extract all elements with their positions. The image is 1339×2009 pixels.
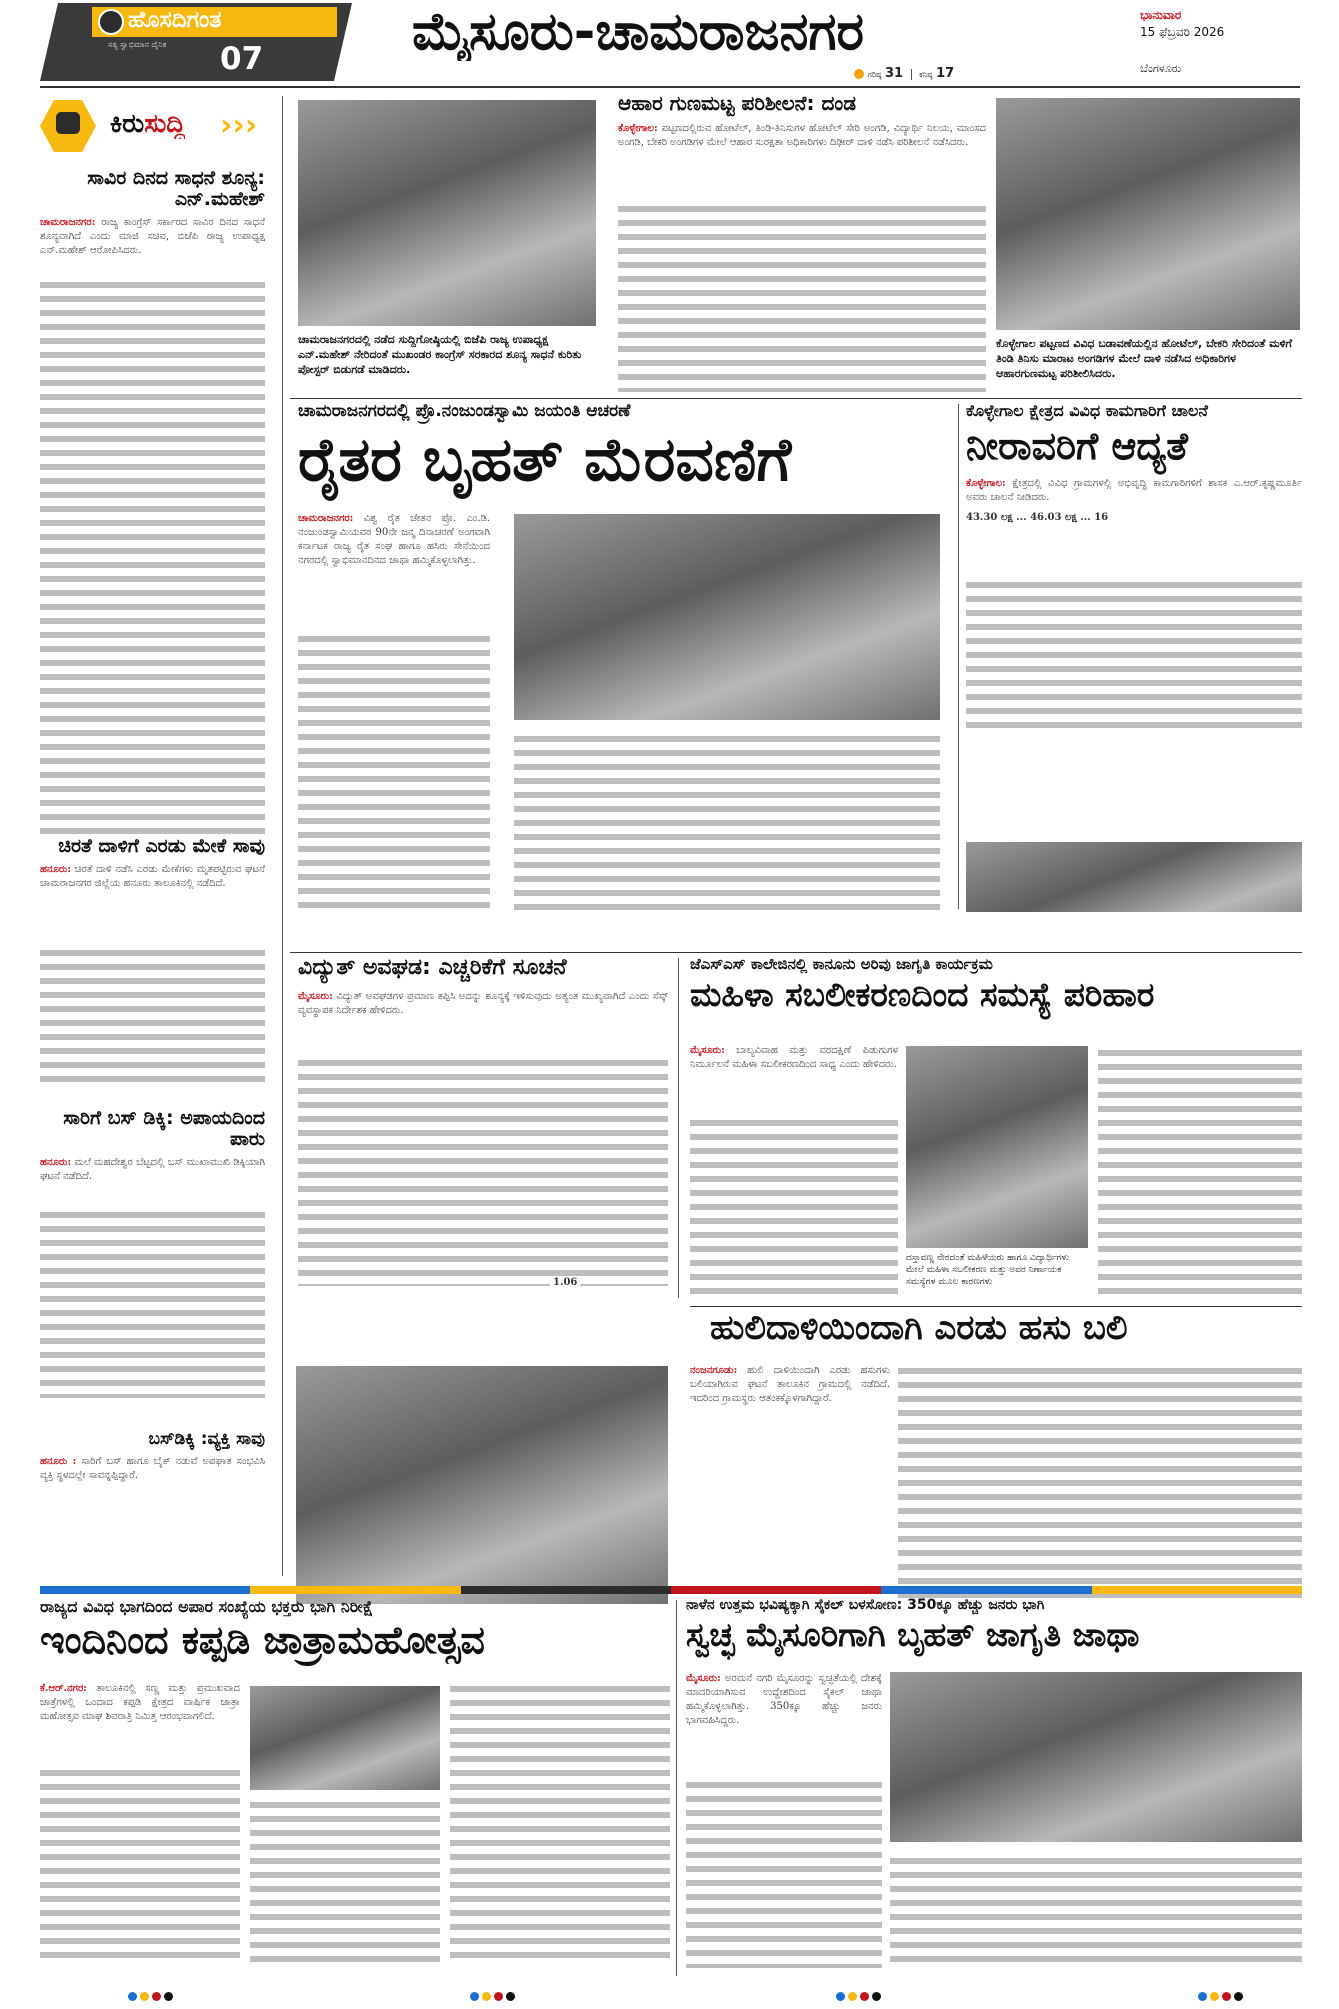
dateline: ಮೈಸೂರು: <box>686 1673 721 1684</box>
kicker: ಕೊಳ್ಳೇಗಾಲ ಕ್ಷೇತ್ರದ ವಿವಿಧ ಕಾಮಗಾರಿಗೆ ಚಾಲನೆ <box>966 402 1208 420</box>
lead: ಅರಮನೆ ನಗರಿ ಮೈಸೂರನ್ನು ಸ್ವಚ್ಛತೆಯಲ್ಲಿ ದೇಶಕ್ಕೆ ಮಾದರಿಯಾಗಿಸುವ ಉದ್ದೇಶದಿಂದ ಸೈಕಲ್ ಜಾಥಾ ಹಮ್ಮಿಕೊಳ್ಳಲಾಗಿತ್ತು. 350ಕ್ಕೂ ಹೆಚ್ಚು ಜನರು ಭಾಗವಹಿಸಿದ್ದರು. <box>686 1673 882 1726</box>
jss-photo-caption: ದಸ್ತಾವಣ್ಣ ನೇರದಂತೆ ಮಹಿಳೆಯರು ಹಾಗೂ ವಿದ್ಯಾರ್ಥಿಗಳು ಮೇಲೆ ಮಹಿಳಾ ಸಬಲೀಕರಣ ಮತ್ತು ಅವರ ನಿರ್ಣಾಯಕ ಸಮಸ್ಯೆಗಳ ಮೂಲ ಕಾರಣಗಳು <box>906 1253 1070 1287</box>
inspection-caption: ಕೊಳ್ಳೇಗಾಲ ಪಟ್ಟಣದ ವಿವಿಧ ಬಡಾವಣೆಯಲ್ಲಿನ ಹೋಟೆಲ್, ಬೇಕರಿ ಸೇರಿದಂತೆ ಮಳಿಗೆ ತಿಂಡಿ ತಿನಿಸು ಮಾರಾಟ ಅಂಗಡಿಗಳ ಮೇಲೆ ದಾಳಿ ನಡೆಸಿದ ಅಧಿಕಾರಿಗಳ ಆಹಾರಗುಣಮಟ್ಟ ಪರಿಶೀಲಿಸಿದರು. <box>996 337 1292 380</box>
day-label: ಭಾನುವಾರ <box>1140 8 1182 22</box>
lead: ಮಲೆ ಮಹದೇಶ್ವರ ಬೆಟ್ಟದಲ್ಲಿ ಬಸ್ ಮುಖಾಮುಖಿ ಡಿಕ್ಕಿಯಾಗಿ ಘಟನೆ ನಡೆದಿದೆ. <box>40 1156 265 1182</box>
story-kappadi-fair <box>40 1598 670 1978</box>
section-title: ಮೈಸೂರು-ಚಾಮರಾಜನಗರ <box>412 4 865 62</box>
column-divider <box>282 96 283 1576</box>
print-register-marks-left <box>128 1992 173 2001</box>
headline: ಬಸ್‌ಡಿಕ್ಕಿ :ವ್ಯಕ್ತಿ ಸಾವು <box>148 1430 265 1449</box>
lead: ಚಿರತೆ ದಾಳಿ ನಡೆಸಿ ಎರಡು ಮೇಕೆಗಳು ಮೃತಪಟ್ಟಿರುವ ಘಟನೆ ಚಾಮರಾಜನಗರ ಜಿಲ್ಲೆಯ ಹನೂರು ತಾಲೂಕಿನಲ್ಲಿ ನಡೆದಿದೆ. <box>40 863 265 889</box>
dateline: ಹನೂರು: <box>40 863 72 875</box>
sun-icon <box>854 69 864 79</box>
dateline: ಹನೂರು: <box>40 1156 72 1168</box>
headline: ಹುಲಿದಾಳಿಯಿಂದಾಗಿ ಎರಡು ಹಸು ಬಲಿ <box>710 1310 1128 1348</box>
kicker: ಚಾಮರಾಜನಗರದಲ್ಲಿ ಪ್ರೊ.ನಂಜುಂಡಸ್ವಾಮಿ ಜಯಂತಿ ಆಚರಣೆ <box>298 402 631 421</box>
headline: ಮಹಿಳಾ ಸಬಲೀಕರಣದಿಂದ ಸಮಸ್ಯೆ ಪರಿಹಾರ <box>690 974 1155 1014</box>
row-rule-3 <box>690 1306 1302 1307</box>
story-bus-collision <box>40 1108 265 1408</box>
weather-max-label: ಗರಿಷ್ಠ <box>867 70 882 79</box>
date-label: 15 ಫೆಬ್ರವರಿ 2026 <box>1140 25 1225 39</box>
kicker: ಜೆಎಸ್‌ಎಸ್ ಕಾಲೇಜಿನಲ್ಲಿ ಕಾನೂನು ಅರಿವು ಜಾಗೃತಿ ಕಾರ್ಯಕ್ರಮ <box>690 956 993 973</box>
weather-min: 17 <box>936 66 955 81</box>
dateline: ಚಾಮರಾಜನಗರ: <box>40 216 96 228</box>
dateline: ಕೊಳ್ಳೇಗಾಲ: <box>966 478 1006 490</box>
weather-max: 31 <box>885 66 904 81</box>
logo-text: ಹೊಸದಿಗಂತ <box>128 8 222 33</box>
story-bus-death <box>40 1430 265 1580</box>
story-cycle-rally <box>686 1598 1302 1978</box>
weather-widget <box>854 66 984 84</box>
story-power-accident <box>290 956 668 1301</box>
power-figure: 1.06 <box>550 1276 580 1290</box>
lead: ತಾಲೂಕಿನಲ್ಲಿ ಸಣ್ಣ ಮತ್ತು ಪ್ರಮುಖವಾದ ಜಾತ್ರೆಗಳಲ್ಲಿ ಒಂದಾದ ಕಪ್ಪಡಿ ಕ್ಷೇತ್ರದ ವಾರ್ಷಿಕ ಜಾತ್ರಾ ಮಹೋತ್ಸವ ಮಾಘ ಶಿವರಾತ್ರಿ ನಿಮಿತ್ತ ಆರಂಭವಾಗಲಿದೆ. <box>40 1683 240 1722</box>
masthead-rule <box>40 86 1300 88</box>
lead: ವಿಶ್ವ ರೈತ ಚೇತನ ಪ್ರೊ. ಎಂ.ಡಿ. ನಂಜುಂಡಸ್ವಾಮಿಯವರ 90ನೇ ಜನ್ಮ ದಿನಾಚರಣೆ ಅಂಗವಾಗಿ ಕರ್ನಾಟಕ ರಾಜ್ಯ ರೈತ ಸಂಘ ಹಾಗೂ ಹಸಿರು ಸೇನೆಯಿಂದ ನಗರದಲ್ಲಿ ಸ್ವಾಭಿಮಾನದಿನದ ಜಾಥಾ ಹಮ್ಮಿಕೊಳ್ಳಲಾಗಿತ್ತು. <box>298 513 490 566</box>
lead: ರಾಜ್ಯ ಕಾಂಗ್ರೆಸ್ ಸರ್ಕಾರದ ಸಾವಿರ ದಿನದ ಸಾಧನೆ ಶೂನ್ಯವಾಗಿದೆ ಎಂದು ಮಾಜಿ ಸಚಿವ, ಬಿಜೆಪಿ ರಾಜ್ಯ ಉಪಾಧ್ಯಕ್ಷ ಎನ್.ಮಹೇಶ್ ಆರೋಪಿಸಿದರು. <box>40 216 265 256</box>
masthead <box>0 0 1339 86</box>
print-register-marks-right <box>836 1992 881 2001</box>
headline: ಸಾವಿರ ದಿನದ ಸಾಧನೆ ಶೂನ್ಯ: ಎನ್.ಮಹೇಶ್ <box>87 168 265 210</box>
story-jss-women <box>690 956 1302 1301</box>
story-irrigation <box>966 402 1302 912</box>
dateline: ಕೊಳ್ಳೇಗಾಲ: <box>618 123 658 134</box>
dateline: ಹನೂರು : <box>40 1455 77 1467</box>
story-food-inspection <box>618 92 986 392</box>
lamp-lighting-photo <box>296 1366 668 1604</box>
chevrons-icon: ››› <box>220 108 258 143</box>
headline: ಸಾರಿಗೆ ಬಸ್ ಡಿಕ್ಕಿ: ಅಪಾಯದಿಂದ ಪಾರು <box>63 1108 265 1150</box>
jss-photo <box>906 1046 1088 1248</box>
lead: ಬಾಲ್ಯವಿವಾಹ ಮತ್ತು ವರದಕ್ಷಿಣೆ ಪಿಡುಗುಗಳ ನಿರ್ಮೂಲನೆ ಮಹಿಳಾ ಸಬಲೀಕರಣದಿಂದ ಸಾಧ್ಯ ಎಂದು ಹೇಳಿದರು. <box>690 1045 898 1070</box>
kirusuddi-label-b: ಸುದ್ದಿ <box>144 110 186 139</box>
dateline: ನಂಜನಗೂಡು: <box>690 1365 738 1376</box>
logo-tagline: ಸತ್ಯ ಸ್ವಾಭಿಮಾನ ದೈನಿಕ <box>108 40 167 49</box>
weather-min-label: ಕನಿಷ್ಠ <box>919 70 933 79</box>
irrigation-figures: 43.30 ಲಕ್ಷ ... 46.03 ಲಕ್ಷ ... 16 <box>966 512 1109 524</box>
headline: ಆಹಾರ ಗುಣಮಟ್ಟ ಪರಿಶೀಲನೆ: ದಂಡ <box>618 92 856 115</box>
headline: ಇಂದಿನಿಂದ ಕಪ್ಪಡಿ ಜಾತ್ರಾಮಹೋತ್ಸವ <box>40 1617 485 1662</box>
kirusuddi-label <box>110 110 185 139</box>
headline: ಸ್ವಚ್ಛ ಮೈಸೂರಿಗಾಗಿ ಬೃಹತ್ ಜಾಗೃತಿ ಜಾಥಾ <box>686 1615 1140 1655</box>
logo-emblem-icon <box>98 9 124 35</box>
kirusuddi-badge <box>40 96 265 156</box>
dateline: ಮೈಸೂರು: <box>298 991 333 1003</box>
lead: ಕ್ಷೇತ್ರದಲ್ಲಿ ವಿವಿಧ ಗ್ರಾಮಗಳಲ್ಲಿ ಅಭಿವೃದ್ಧಿ ಕಾಮಗಾರಿಗಳಿಗೆ ಶಾಸಕ ಎ.ಆರ್.ಕೃಷ್ಣಮೂರ್ತಿ ಅವರು ಚಾಲನೆ ನೀಡಿದರು. <box>966 478 1302 504</box>
dateline-box <box>1140 8 1320 80</box>
rally-photo <box>514 514 940 720</box>
cycle-rally-photo <box>890 1672 1302 1842</box>
story-farmers-rally <box>290 402 948 912</box>
page-number: 07 <box>220 42 264 77</box>
lead: ಹುಲಿ ದಾಳಿಯಿಂದಾಗಿ ಎರಡು ಹಸುಗಳು ಬಲಿಯಾಗಿರುವ ಘಟನೆ ತಾಲೂಕಿನ ಗ್ರಾಮದಲ್ಲಿ ನಡೆದಿದೆ. ಇದರಿಂದ ಗ್ರಾಮಸ್ಥರು ಆತಂಕಕ್ಕೊಳಗಾಗಿದ್ದಾರೆ. <box>690 1365 890 1404</box>
kirusuddi-label-a: ಕಿರು <box>110 110 145 139</box>
lead: ಪಟ್ಟಣದಲ್ಲಿರುವ ಹೋಟೆಲ್, ತಿಂಡಿ-ತಿನಿಸುಗಳ ಹೋಟೆಲ್ ಸೇರಿ ಅಂಗಡಿ, ವಿದ್ಯಾರ್ಥಿ ನಿಲಯ, ಮಾಂಸದ ಅಂಗಡಿ, ಬೇಕರಿ ಅಂಗಡಿಗಳ ಮೇಲೆ ಆಹಾರ ಸುರಕ್ಷತಾ ಅಧಿಕಾರಿಗಳು ದಿಢೀರ್ ದಾಳಿ ನಡೆಸಿ ಪರಿಶೀಲನೆ ನಡೆಸಿದರು. <box>618 123 986 148</box>
row-rule-2 <box>290 952 1302 953</box>
lead: ವಿದ್ಯುತ್ ಅವಘಡಗಳ ಪ್ರಮಾಣ ತಪ್ಪಿಸಿ ಅದನ್ನು ಶೂನ್ಯಕ್ಕೆ ಇಳಿಸುವುದು ಅತ್ಯಂತ ಮುಖ್ಯವಾಗಿದೆ ಎಂದು ಸೆಸ್ಕ್ ವ್ಯವಸ್ಥಾಪಕ ನಿರ್ದೇಶಕ ಹೇಳಿದರು. <box>298 991 668 1017</box>
story-mahesh <box>40 168 265 838</box>
city-label: ಬೆಂಗಳೂರು <box>1140 62 1182 75</box>
headline: ವಿದ್ಯುತ್ ಅವಘಡ: ಎಚ್ಚರಿಕೆಗೆ ಸೂಚನೆ <box>298 956 567 980</box>
lead: ಸಾರಿಗೆ ಬಸ್ ಹಾಗೂ ಬೈಕ್ ನಡುವೆ ಅಪಘಾತ ಸಂಭವಿಸಿ ವ್ಯಕ್ತಿ ಸ್ಥಳದಲ್ಲೇ ಸಾವನ್ನಪ್ಪಿದ್ದಾರೆ. <box>40 1455 265 1481</box>
dateline: ಮೈಸೂರು: <box>690 1045 725 1056</box>
headline: ರೈತರ ಬೃಹತ್ ಮೆರವಣಿಗೆ <box>298 424 792 495</box>
irrigation-photo <box>966 842 1302 912</box>
story-leopard <box>40 836 265 1086</box>
headline: ನೀರಾವರಿಗೆ ಆದ್ಯತೆ <box>966 423 1188 468</box>
dateline: ಕೆ.ಆರ್.ನಗರ: <box>40 1683 87 1694</box>
headline: ಚಿರತೆ ದಾಳಿಗೆ ಎರಡು ಮೇಕೆ ಸಾವು <box>58 836 265 857</box>
press-meet-photo <box>298 100 596 326</box>
row-rule-1 <box>290 398 1302 399</box>
kappadi-deity-photo <box>250 1686 440 1790</box>
print-register-marks-mid <box>470 1992 515 2001</box>
print-register-marks-far <box>1198 1992 1243 2001</box>
story-tiger-attack <box>690 1310 1302 1610</box>
inspection-photo <box>996 98 1300 330</box>
kicker: ನಾಳೆನ ಉತ್ತಮ ಭವಿಷ್ಯಕ್ಕಾಗಿ ಸೈಕಲ್ ಬಳಸೋಣ: 350ಕ್ಕೂ ಹೆಚ್ಚು ಜನರು ಭಾಗಿ <box>686 1598 1045 1613</box>
dateline: ಚಾಮರಾಜನಗರ: <box>298 513 354 524</box>
press-meet-caption: ಚಾಮರಾಜನಗರದಲ್ಲಿ ನಡೆದ ಸುದ್ದಿಗೋಷ್ಠಿಯಲ್ಲಿ ಬಿಜೆಪಿ ರಾಜ್ಯ ಉಪಾಧ್ಯಕ್ಷ ಎನ್.ಮಹೇಶ್ ನೇರಿದಂತೆ ಮುಖಂಡರ ಕಾಂಗ್ರೆಸ್ ಸರಕಾರದ ಶೂನ್ಯ ಸಾಧನೆ ಕುರಿತು ಪೋಸ್ಟರ್ ಬಿಡುಗಡೆ ಮಾಡಿದರು. <box>298 333 582 376</box>
kicker: ರಾಜ್ಯದ ವಿವಿಧ ಭಾಗದಿಂದ ಅಪಾರ ಸಂಖ್ಯೆಯ ಭಕ್ತರು ಭಾಗಿ ನಿರೀಕ್ಷೆ <box>40 1598 374 1616</box>
section-color-bar <box>40 1586 1302 1594</box>
